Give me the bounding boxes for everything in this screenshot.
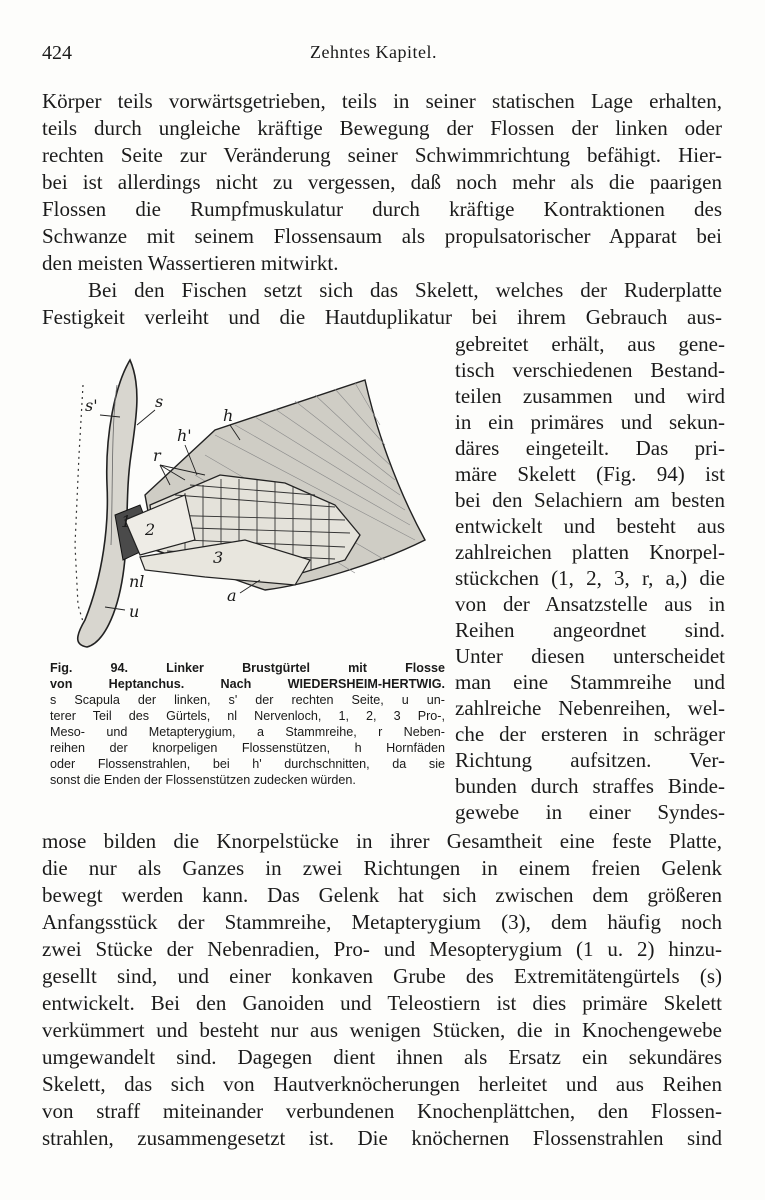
caption-line: terer Teil des Gürtels, nl Nervenloch, 1, 2, 3 Pro-, — [50, 709, 445, 723]
label-3: 3 — [213, 548, 224, 567]
text-line: tisch verschiedenen Bestand- — [455, 358, 725, 382]
text-line: teilen zusammen und wird — [455, 384, 725, 408]
caption-line: Fig. 94. Linker Brustgürtel mit Flosse — [50, 661, 445, 675]
caption-line: oder Flossenstrahlen, bei h' durchschnitten, da sie — [50, 757, 445, 771]
text-line: von straff miteinander verbundenen Knochenplättchen, den Flossen- — [42, 1099, 722, 1123]
text-line: strahlen, zusammengesetzt ist. Die knöchernen Flossenstrahlen sind — [42, 1126, 722, 1150]
text-line: bei ist allerdings nicht zu vergessen, daß noch mehr als die paarigen — [42, 170, 722, 194]
text-line: Bei den Fischen setzt sich das Skelett, welches der Ruderplatte — [88, 278, 722, 302]
figure-caption — [50, 660, 445, 788]
text-line: bewegt werden kann. Das Gelenk hat sich zwischen dem größeren — [42, 883, 722, 907]
caption-line: reihen der knorpeligen Flossenstützen, h Hornfäden — [50, 741, 445, 755]
text-line: bunden durch straffes Binde- — [455, 774, 725, 798]
label-s: s — [155, 392, 164, 411]
text-line: gesellt sind, und einer konkaven Grube des Extremitätengürtels (s) — [42, 964, 722, 988]
dotted-outline — [75, 385, 90, 645]
running-head: Zehntes Kapitel. — [310, 42, 437, 62]
text-line: man eine Stammreihe und — [455, 670, 725, 694]
text-line: die nur als Ganzes in zwei Richtungen in einem freien Gelenk — [42, 856, 722, 880]
label-h: h — [223, 406, 234, 425]
label-h-prime: h' — [177, 426, 192, 445]
text-line: von der Ansatzstelle aus in — [455, 592, 725, 616]
text-line: gebreitet erhält, aus gene- — [455, 332, 725, 356]
label-a: a — [227, 586, 237, 605]
label-nl: nl — [129, 572, 145, 591]
text-line: verkümmert und besteht nur aus wenigen Stücken, die in Knochengewebe — [42, 1018, 722, 1042]
label-u: u — [129, 602, 140, 621]
caption-line: Meso- und Metapterygium, a Stammreihe, r Neben- — [50, 725, 445, 739]
caption-line: von Heptanchus. Nach WIEDERSHEIM-HERTWIG. — [50, 677, 445, 691]
text-line: teils durch ungleiche kräftige Bewegung der Flossen der linken oder — [42, 116, 722, 140]
text-line: rechten Seite zur Veränderung seiner Schwimmrichtung befähigt. Hier- — [42, 143, 722, 167]
text-line: zahlreichen platten Knorpel- — [455, 540, 725, 564]
text-line: in ein primäres und sekun- — [455, 410, 725, 434]
label-2: 2 — [145, 520, 156, 539]
pectoral-fin-illustration — [45, 345, 440, 665]
text-line: che der ersteren in schräger — [455, 722, 725, 746]
text-line: Unter diesen unterscheidet — [455, 644, 725, 668]
text-line: entwickelt und besteht aus — [455, 514, 725, 538]
text-line: däres eingeteilt. Das pri- — [455, 436, 725, 460]
text-line: Richtung aufsitzen. Ver- — [455, 748, 725, 772]
caption-line: s Scapula der linken, s' der rechten Seite, u un- — [50, 693, 445, 707]
label-1: 1 — [121, 512, 132, 531]
page-header — [42, 42, 713, 66]
text-line: Schwanze mit seinem Flossensaum als propulsatorischer Apparat bei — [42, 224, 722, 248]
text-line: entwickelt. Bei den Ganoiden und Teleostiern ist dies primäre Skelett — [42, 991, 722, 1015]
text-line: stückchen (1, 2, 3, r, a,) die — [455, 566, 725, 590]
text-line: Flossen die Rumpfmuskulatur durch kräftige Kontraktionen des — [42, 197, 722, 221]
text-line: Körper teils vorwärtsgetrieben, teils in seiner statischen Lage erhalten, — [42, 89, 722, 113]
text-line: bei den Selachiern am besten — [455, 488, 725, 512]
page-number: 424 — [42, 42, 72, 64]
text-line: Festigkeit verleiht und die Hautduplikatur bei ihrem Gebrauch aus- — [42, 305, 722, 329]
text-line: zwei Stücke der Nebenradien, Pro- und Mesopterygium (1 u. 2) hinzu- — [42, 937, 722, 961]
caption-line: sonst die Enden der Flossenstützen zudecken würden. — [50, 773, 356, 787]
text-line: umgewandelt sind. Dagegen dient ihnen als Ersatz ein sekundäres — [42, 1045, 722, 1069]
text-line: märe Skelett (Fig. 94) ist — [455, 462, 725, 486]
text-line: Reihen angeordnet sind. — [455, 618, 725, 642]
text-line: Anfangsstück der Stammreihe, Metapterygium (3), dem häufig noch — [42, 910, 722, 934]
text-line: gewebe in einer Syndes- — [455, 800, 725, 824]
figure-94 — [45, 345, 440, 665]
text-line: Skelett, das sich von Hautverknöcherungen herleitet und aus Reihen — [42, 1072, 722, 1096]
text-line: den meisten Wassertieren mitwirkt. — [42, 251, 339, 275]
text-line: mose bilden die Knorpelstücke in ihrer Gesamtheit eine feste Platte, — [42, 829, 722, 853]
text-line: zahlreiche Nebenreihen, wel- — [455, 696, 725, 720]
label-s-prime: s' — [85, 396, 98, 415]
label-r: r — [153, 446, 161, 465]
